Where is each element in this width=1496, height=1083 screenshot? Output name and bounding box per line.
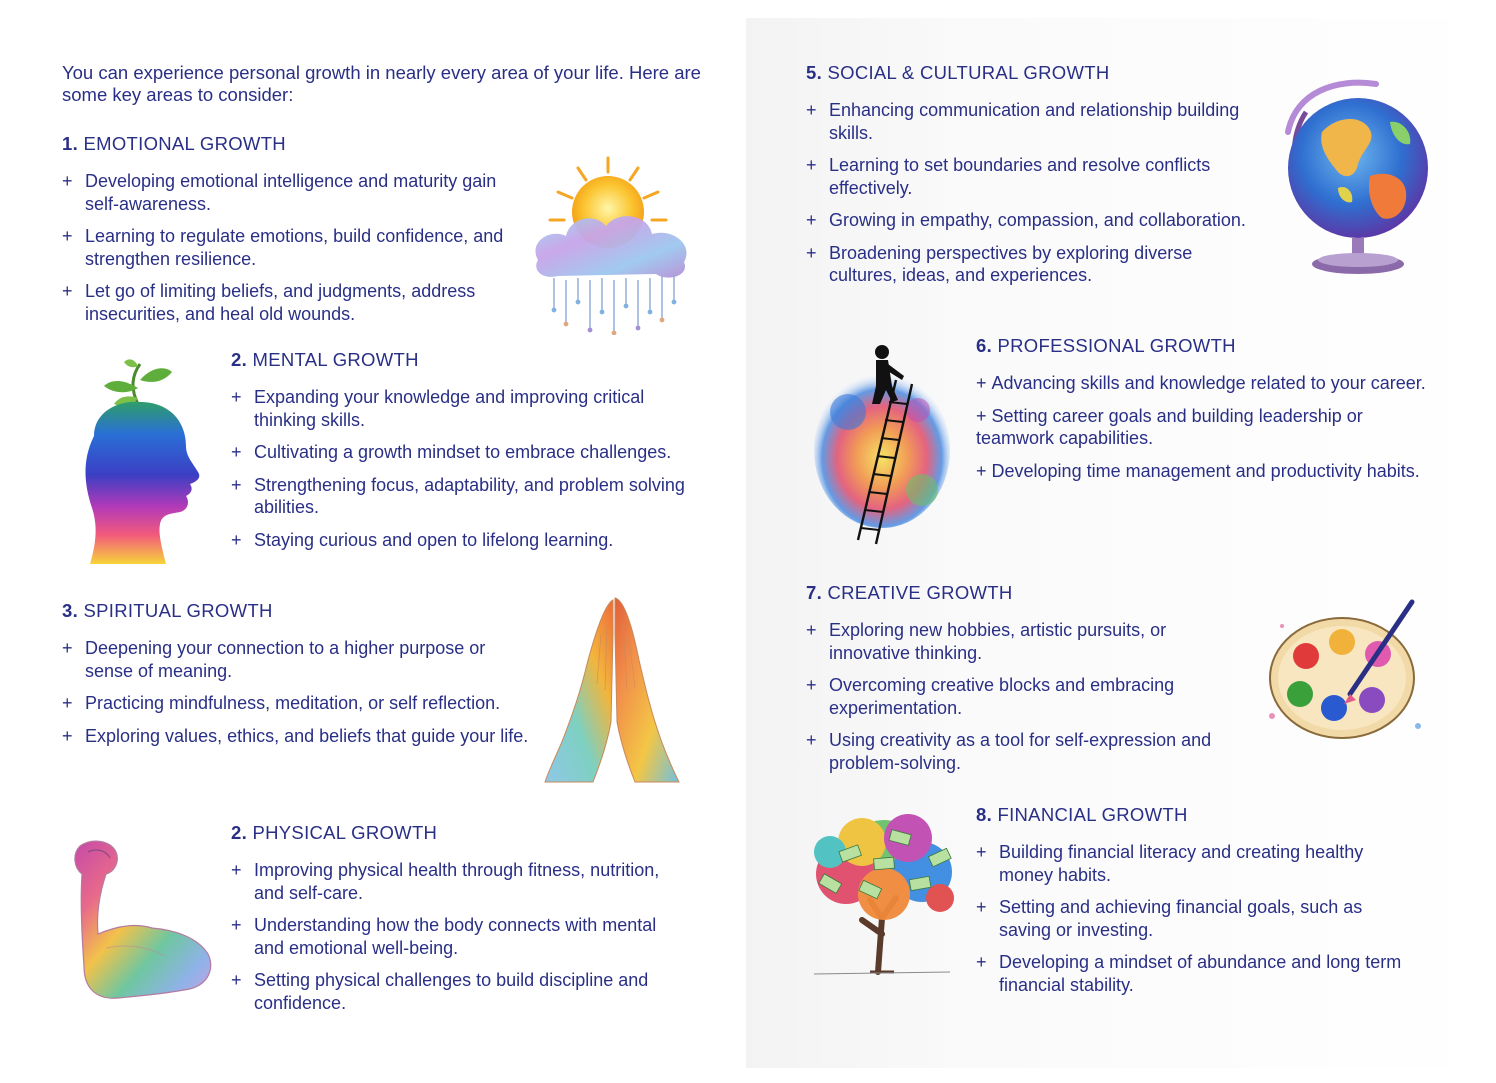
list-item: + Deepening your connection to a higher purpose or sense of meaning. (62, 638, 486, 681)
list-item: + Developing emotional intelligence and maturity gain self-awareness. (62, 171, 497, 214)
paint-palette-icon (1262, 596, 1428, 746)
list-item: + Understanding how the body connects with mental and emotional well-being. (231, 915, 657, 958)
list-item: + Strengthening focus, adaptability, and problem solving abilities. (231, 474, 685, 517)
section-mental-growth (231, 349, 696, 561)
ladder-climber-icon (810, 340, 960, 545)
section-heading: 2. MENTAL GROWTH (231, 349, 419, 370)
list-item: + Practicing mindfulness, meditation, or self reflection. (62, 693, 501, 713)
section-heading: 5. SOCIAL & CULTURAL GROWTH (806, 62, 1110, 83)
list-item: + Expanding your knowledge and improving critical thinking skills. (231, 387, 645, 430)
money-tree-icon (800, 808, 968, 978)
list-item: + Developing time management and productivity habits. (976, 460, 1420, 481)
section-heading: 3. SPIRITUAL GROWTH (62, 600, 273, 621)
section-heading: 2. PHYSICAL GROWTH (231, 822, 438, 843)
list-item: + Developing a mindset of abundance and long term financial stability. (976, 952, 1402, 995)
list-item: + Broadening perspectives by exploring diverse cultures, ideas, and experiences. (806, 242, 1193, 285)
list-item: + Let go of limiting beliefs, and judgments, address insecurities, and heal old wounds. (62, 281, 476, 324)
list-item: + Exploring new hobbies, artistic pursuits, or innovative thinking. (806, 620, 1167, 663)
list-item: + Setting and achieving financial goals, such as saving or investing. (976, 897, 1363, 940)
section-social-cultural-growth (806, 62, 1256, 297)
sun-cloud-icon (528, 150, 698, 335)
section-professional-growth (976, 335, 1426, 492)
section-heading: 8. FINANCIAL GROWTH (976, 804, 1188, 825)
list-item: + Growing in empathy, compassion, and collaboration. (806, 210, 1246, 230)
section-creative-growth (806, 582, 1251, 784)
list-item: + Building financial literacy and creating healthy money habits. (976, 842, 1364, 885)
list-item: + Enhancing communication and relationship building skills. (806, 100, 1240, 143)
list-item: + Cultivating a growth mindset to embrace challenges. (231, 442, 672, 462)
list-item: + Using creativity as a tool for self-expression and problem-solving. (806, 730, 1212, 773)
list-item: + Learning to regulate emotions, build confidence, and strengthen resilience. (62, 226, 504, 269)
praying-hands-icon (543, 594, 683, 786)
list-item: + Exploring values, ethics, and beliefs that guide your life. (62, 725, 529, 746)
section-heading: 6. PROFESSIONAL GROWTH (976, 335, 1236, 356)
list-item: + Improving physical health through fitness, nutrition, and self-care. (231, 860, 660, 903)
head-plant-icon (74, 358, 209, 570)
intro-text: You can experience personal growth in nearly every area of your life. Here are some key areas to consider: (62, 62, 701, 105)
list-item: + Advancing skills and knowledge related to your career. (976, 373, 1426, 393)
list-item: + Overcoming creative blocks and embracing experimentation. (806, 675, 1175, 718)
section-heading: 7. CREATIVE GROWTH (806, 582, 1013, 603)
section-financial-growth (976, 804, 1416, 1006)
section-spiritual-growth (62, 600, 537, 757)
globe-icon (1266, 72, 1446, 280)
list-item: + Learning to set boundaries and resolve conflicts effectively. (806, 155, 1211, 198)
flexed-arm-icon (66, 838, 216, 1003)
list-item: + Setting career goals and building leadership or teamwork capabilities. (976, 405, 1363, 448)
section-heading: 1. EMOTIONAL GROWTH (62, 133, 286, 154)
list-item: + Staying curious and open to lifelong learning. (231, 529, 614, 550)
section-physical-growth (231, 822, 671, 1024)
list-item: + Setting physical challenges to build discipline and confidence. (231, 970, 649, 1013)
section-emotional-growth (62, 133, 522, 335)
